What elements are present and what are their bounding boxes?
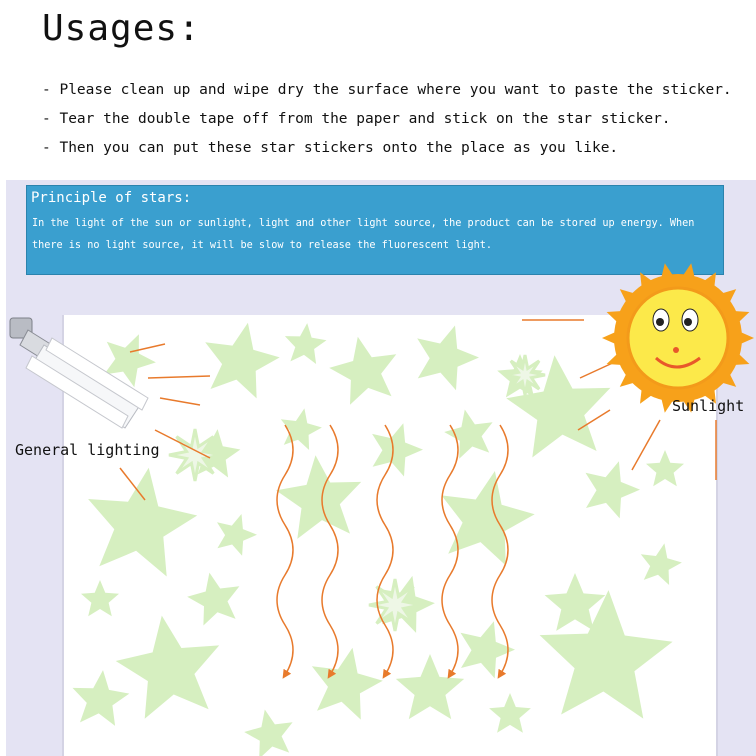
star-sticker — [540, 590, 673, 719]
star-sticker — [88, 468, 197, 577]
star-burst-sticker — [169, 429, 221, 481]
star-sticker — [489, 693, 531, 733]
star-burst-sticker — [505, 355, 545, 395]
star-sticker — [81, 580, 119, 616]
star-sticker — [372, 423, 423, 476]
star-sticker — [444, 410, 492, 459]
usage-step-3: - Then you can put these star stickers onto the place as you like. — [42, 140, 619, 156]
star-sticker — [461, 621, 516, 678]
sunlight-label: Sunlight — [672, 397, 745, 415]
star-sticker — [329, 337, 396, 405]
star-sticker — [285, 323, 327, 364]
star-sticker — [396, 654, 464, 719]
sun-icon — [602, 263, 754, 413]
star-sticker — [217, 514, 257, 556]
star-sticker — [205, 323, 280, 399]
star-sticker — [187, 573, 239, 626]
principle-title: Principle of stars: — [31, 190, 192, 206]
star-sticker — [116, 616, 220, 719]
glow-release-arrow — [322, 425, 338, 675]
principle-text: In the light of the sun or sunlight, light and other light source, the product can be stored up energy. When there is no light source, it will be slow to release the fluorescent light. — [32, 218, 695, 251]
usage-step-2: - Tear the double tape off from the paper and stick on the star sticker. — [42, 111, 671, 127]
star-stickers — [73, 323, 685, 756]
general-lighting-label: General lighting — [15, 441, 160, 459]
usage-step-1: - Please clean up and wipe dry the surface where you want to paste the sticker. — [42, 82, 732, 98]
star-sticker — [646, 450, 684, 486]
star-sticker — [73, 670, 130, 726]
page-title: Usages: — [42, 8, 201, 49]
star-sticker — [312, 648, 383, 720]
star-sticker — [244, 710, 292, 756]
star-sticker — [641, 543, 682, 585]
light-ray-line — [148, 376, 210, 378]
light-ray-line — [632, 420, 660, 470]
light-ray-line — [160, 398, 200, 405]
star-sticker — [442, 471, 535, 566]
glow-release-arrow — [277, 425, 293, 675]
star-sticker — [417, 326, 479, 391]
